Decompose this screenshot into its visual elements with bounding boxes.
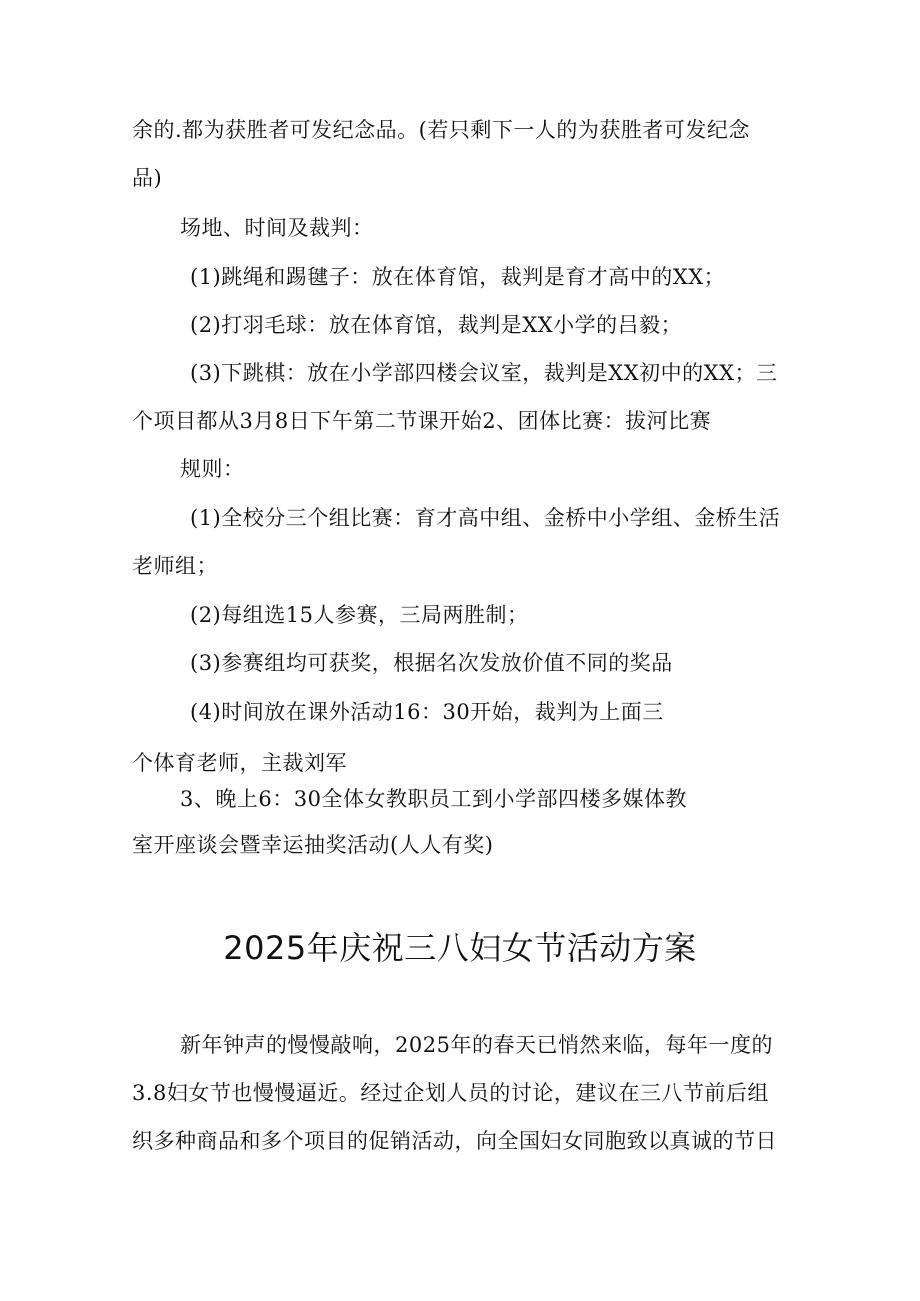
- paragraph-line: 3.8妇女节也慢慢逼近。经过企划人员的讨论，建议在三八节前后组: [132, 1081, 769, 1105]
- list-item: (2)打羽毛球：放在体育馆，裁判是XX小学的吕毅；: [190, 313, 683, 337]
- list-item: (3)下跳棋：放在小学部四楼会议室，裁判是XX初中的XX；三: [190, 361, 778, 385]
- list-item: (3)参赛组均可获奖，根据名次发放价值不同的奖品: [190, 651, 673, 675]
- section-heading: 场地、时间及裁判：: [180, 216, 374, 240]
- paragraph-line: 3、晚上6：30全体女教职员工到小学部四楼多媒体教: [180, 787, 687, 811]
- list-item: (2)每组选15人参赛，三局两胜制；: [190, 603, 529, 627]
- paragraph-line: 余的.都为获胜者可发纪念品。(若只剩下一人的为获胜者可发纪念: [132, 118, 750, 142]
- list-item: (1)全校分三个组比赛：育才高中组、金桥中小学组、金桥生活: [190, 506, 781, 530]
- paragraph-line: 室开座谈会暨幸运抽奖活动(人人有奖): [132, 833, 494, 857]
- paragraph-line: 老师组；: [132, 554, 218, 578]
- paragraph-line: 品): [132, 166, 163, 190]
- paragraph-line: 个项目都从3月8日下午第二节课开始2、团体比赛：拔河比赛: [132, 409, 712, 433]
- list-item: (4)时间放在课外活动16：30开始，裁判为上面三: [190, 700, 664, 724]
- section-heading: 规则：: [180, 457, 245, 481]
- document-title: 2025年庆祝三八妇女节活动方案: [223, 929, 697, 967]
- list-item: (1)跳绳和踢毽子：放在体育馆，裁判是育才高中的XX；: [190, 265, 726, 289]
- paragraph-line: 新年钟声的慢慢敲响，2025年的春天已悄然来临，每年一度的: [180, 1033, 773, 1057]
- paragraph-line: 个体育老师，主裁刘军: [132, 751, 347, 775]
- paragraph-line: 织多种商品和多个项目的促销活动，向全国妇女同胞致以真诚的节日: [132, 1129, 777, 1153]
